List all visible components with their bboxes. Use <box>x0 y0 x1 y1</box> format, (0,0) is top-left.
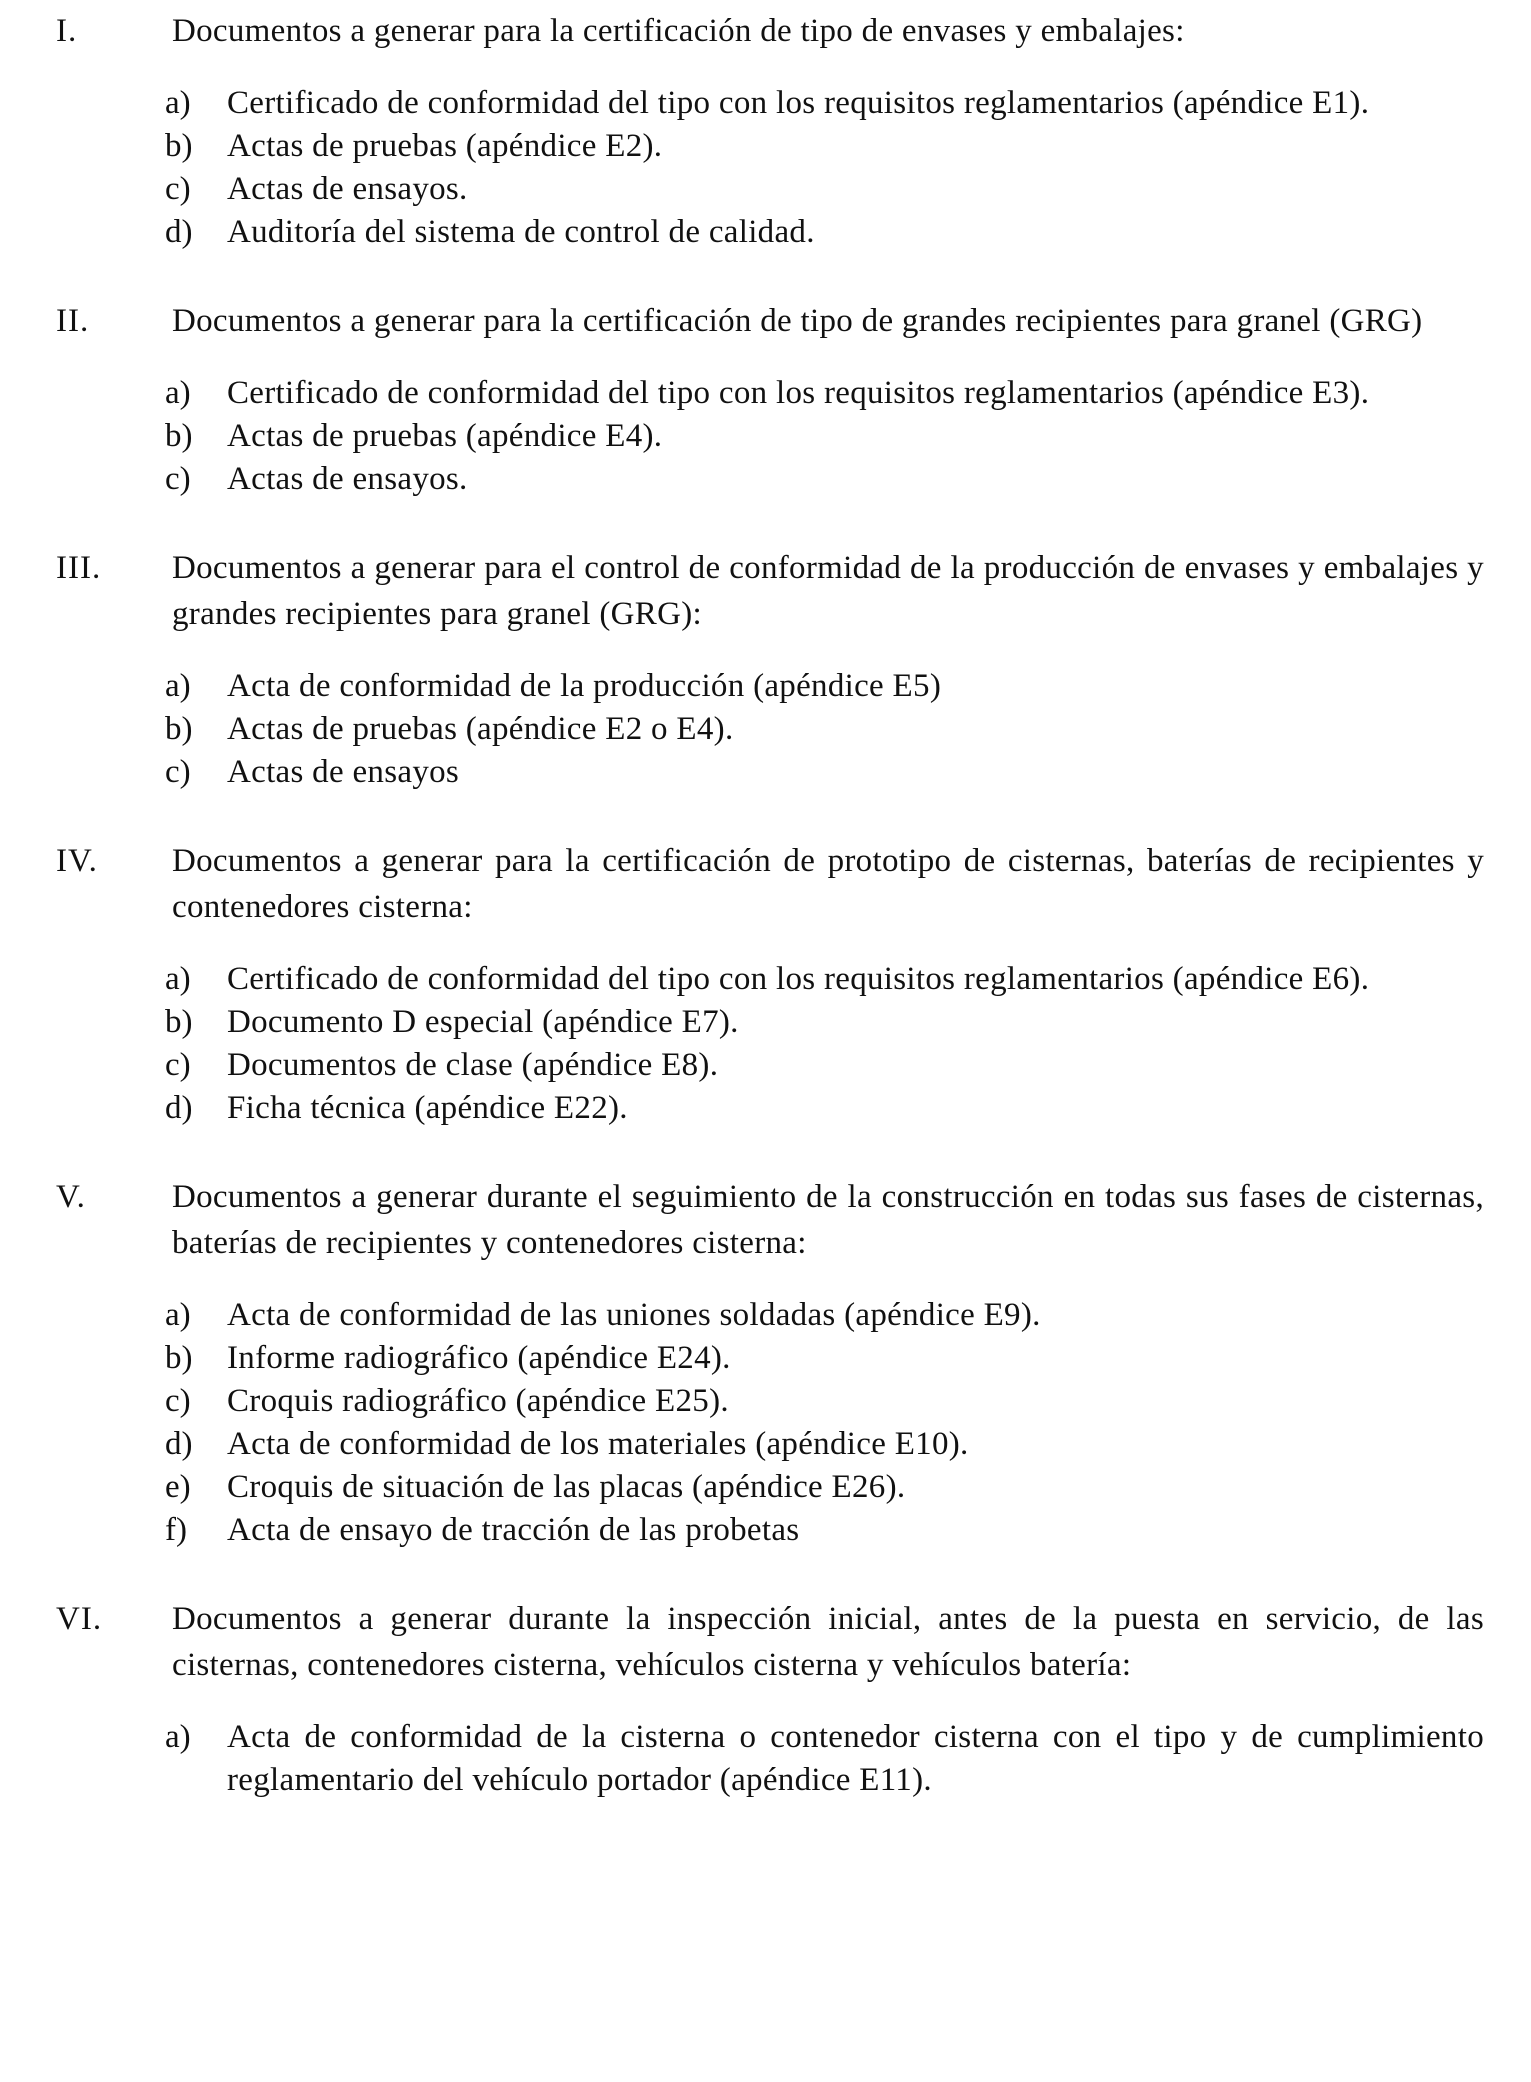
document-list <box>0 665 1531 794</box>
list-item <box>165 1716 1484 1802</box>
section-spacer <box>0 501 1531 545</box>
item-text: Certificado de conformidad del tipo con los requisitos reglamentarios (apéndice E6). <box>227 961 1370 997</box>
list-item <box>165 1337 1484 1380</box>
section-spacer <box>0 254 1531 298</box>
item-letter: c) <box>165 461 191 497</box>
section-title: Documentos a generar para la certificación de prototipo de cisternas, baterías de recipientes y contenedores cisterna: <box>172 843 1484 925</box>
section-spacer <box>0 1552 1531 1596</box>
section-numeral: I. <box>56 13 78 49</box>
list-item <box>165 958 1484 1001</box>
item-text: Actas de pruebas (apéndice E4). <box>227 418 663 454</box>
section-heading <box>0 1174 1531 1266</box>
item-letter: c) <box>165 754 191 790</box>
section-title: Documentos a generar durante la inspección inicial, antes de la puesta en servicio, de las cisternas, contenedores cisterna, vehículos cisterna y vehículos batería: <box>172 1601 1484 1683</box>
item-letter: b) <box>165 1340 193 1376</box>
item-letter: a) <box>165 1297 191 1333</box>
section-spacer <box>0 794 1531 838</box>
section-numeral: V. <box>56 1179 86 1215</box>
item-text: Certificado de conformidad del tipo con los requisitos reglamentarios (apéndice E3). <box>227 375 1370 411</box>
section-title: Documentos a generar para la certificación de tipo de envases y embalajes: <box>172 13 1185 49</box>
section-numeral: III. <box>56 550 102 586</box>
document-list <box>0 82 1531 254</box>
item-text: Informe radiográfico (apéndice E24). <box>227 1340 731 1376</box>
item-letter: c) <box>165 1383 191 1419</box>
item-letter: d) <box>165 1090 193 1126</box>
item-letter: d) <box>165 214 193 250</box>
item-letter: b) <box>165 1004 193 1040</box>
section-heading <box>0 545 1531 637</box>
list-item <box>165 1001 1484 1044</box>
list-item <box>165 1044 1484 1087</box>
section-6 <box>0 1596 1531 1802</box>
item-text: Actas de ensayos. <box>227 171 468 207</box>
document-list <box>0 372 1531 501</box>
document-list <box>0 1716 1531 1802</box>
section-heading <box>0 8 1531 54</box>
item-text: Ficha técnica (apéndice E22). <box>227 1090 628 1126</box>
section-heading <box>0 298 1531 344</box>
section-numeral: VI. <box>56 1601 103 1637</box>
section-title: Documentos a generar durante el seguimiento de la construcción en todas sus fases de cisternas, baterías de recipientes y contenedores cisterna: <box>172 1179 1484 1261</box>
list-item <box>165 1087 1484 1130</box>
item-letter: a) <box>165 85 191 121</box>
item-letter: a) <box>165 668 191 704</box>
list-item <box>165 665 1484 708</box>
item-text: Acta de conformidad de la cisterna o contenedor cisterna con el tipo y de cumplimiento reglamentario del vehículo portador (apéndice E11). <box>227 1719 1484 1798</box>
list-item <box>165 168 1484 211</box>
section-4 <box>0 838 1531 1130</box>
item-text: Actas de pruebas (apéndice E2 o E4). <box>227 711 734 747</box>
section-numeral: IV. <box>56 843 98 879</box>
item-text: Actas de ensayos <box>227 754 460 790</box>
section-5 <box>0 1174 1531 1552</box>
item-letter: f) <box>165 1512 187 1548</box>
list-item <box>165 1380 1484 1423</box>
item-text: Certificado de conformidad del tipo con los requisitos reglamentarios (apéndice E1). <box>227 85 1370 121</box>
item-letter: d) <box>165 1426 193 1462</box>
section-spacer <box>0 1130 1531 1174</box>
section-numeral: II. <box>56 303 90 339</box>
document-list <box>0 1294 1531 1552</box>
section-title: Documentos a generar para la certificación de tipo de grandes recipientes para granel (GRG) <box>172 303 1423 339</box>
item-text: Acta de conformidad de las uniones soldadas (apéndice E9). <box>227 1297 1041 1333</box>
list-item <box>165 1466 1484 1509</box>
item-letter: b) <box>165 418 193 454</box>
item-text: Croquis radiográfico (apéndice E25). <box>227 1383 729 1419</box>
list-item <box>165 415 1484 458</box>
item-letter: e) <box>165 1469 191 1505</box>
item-letter: c) <box>165 1047 191 1083</box>
list-item <box>165 458 1484 501</box>
list-item <box>165 125 1484 168</box>
item-text: Documentos de clase (apéndice E8). <box>227 1047 719 1083</box>
item-letter: b) <box>165 128 193 164</box>
item-letter: a) <box>165 375 191 411</box>
item-text: Documento D especial (apéndice E7). <box>227 1004 739 1040</box>
item-text: Acta de conformidad de los materiales (apéndice E10). <box>227 1426 969 1462</box>
section-title: Documentos a generar para el control de conformidad de la producción de envases y embalajes y grandes recipientes para granel (GRG): <box>172 550 1484 632</box>
item-text: Actas de ensayos. <box>227 461 468 497</box>
item-letter: b) <box>165 711 193 747</box>
item-text: Acta de conformidad de la producción (apéndice E5) <box>227 668 942 704</box>
section-3 <box>0 545 1531 794</box>
list-item <box>165 82 1484 125</box>
item-letter: a) <box>165 1719 191 1755</box>
item-text: Acta de ensayo de tracción de las probetas <box>227 1512 800 1548</box>
list-item <box>165 708 1484 751</box>
item-text: Croquis de situación de las placas (apéndice E26). <box>227 1469 906 1505</box>
section-heading <box>0 838 1531 930</box>
item-letter: c) <box>165 171 191 207</box>
item-text: Auditoría del sistema de control de calidad. <box>227 214 815 250</box>
list-item <box>165 1509 1484 1552</box>
list-item <box>165 751 1484 794</box>
section-2 <box>0 298 1531 501</box>
document-list <box>0 958 1531 1130</box>
section-heading <box>0 1596 1531 1688</box>
list-item <box>165 372 1484 415</box>
section-1 <box>0 8 1531 254</box>
list-item <box>165 1294 1484 1337</box>
list-item <box>165 1423 1484 1466</box>
item-letter: a) <box>165 961 191 997</box>
item-text: Actas de pruebas (apéndice E2). <box>227 128 663 164</box>
list-item <box>165 211 1484 254</box>
